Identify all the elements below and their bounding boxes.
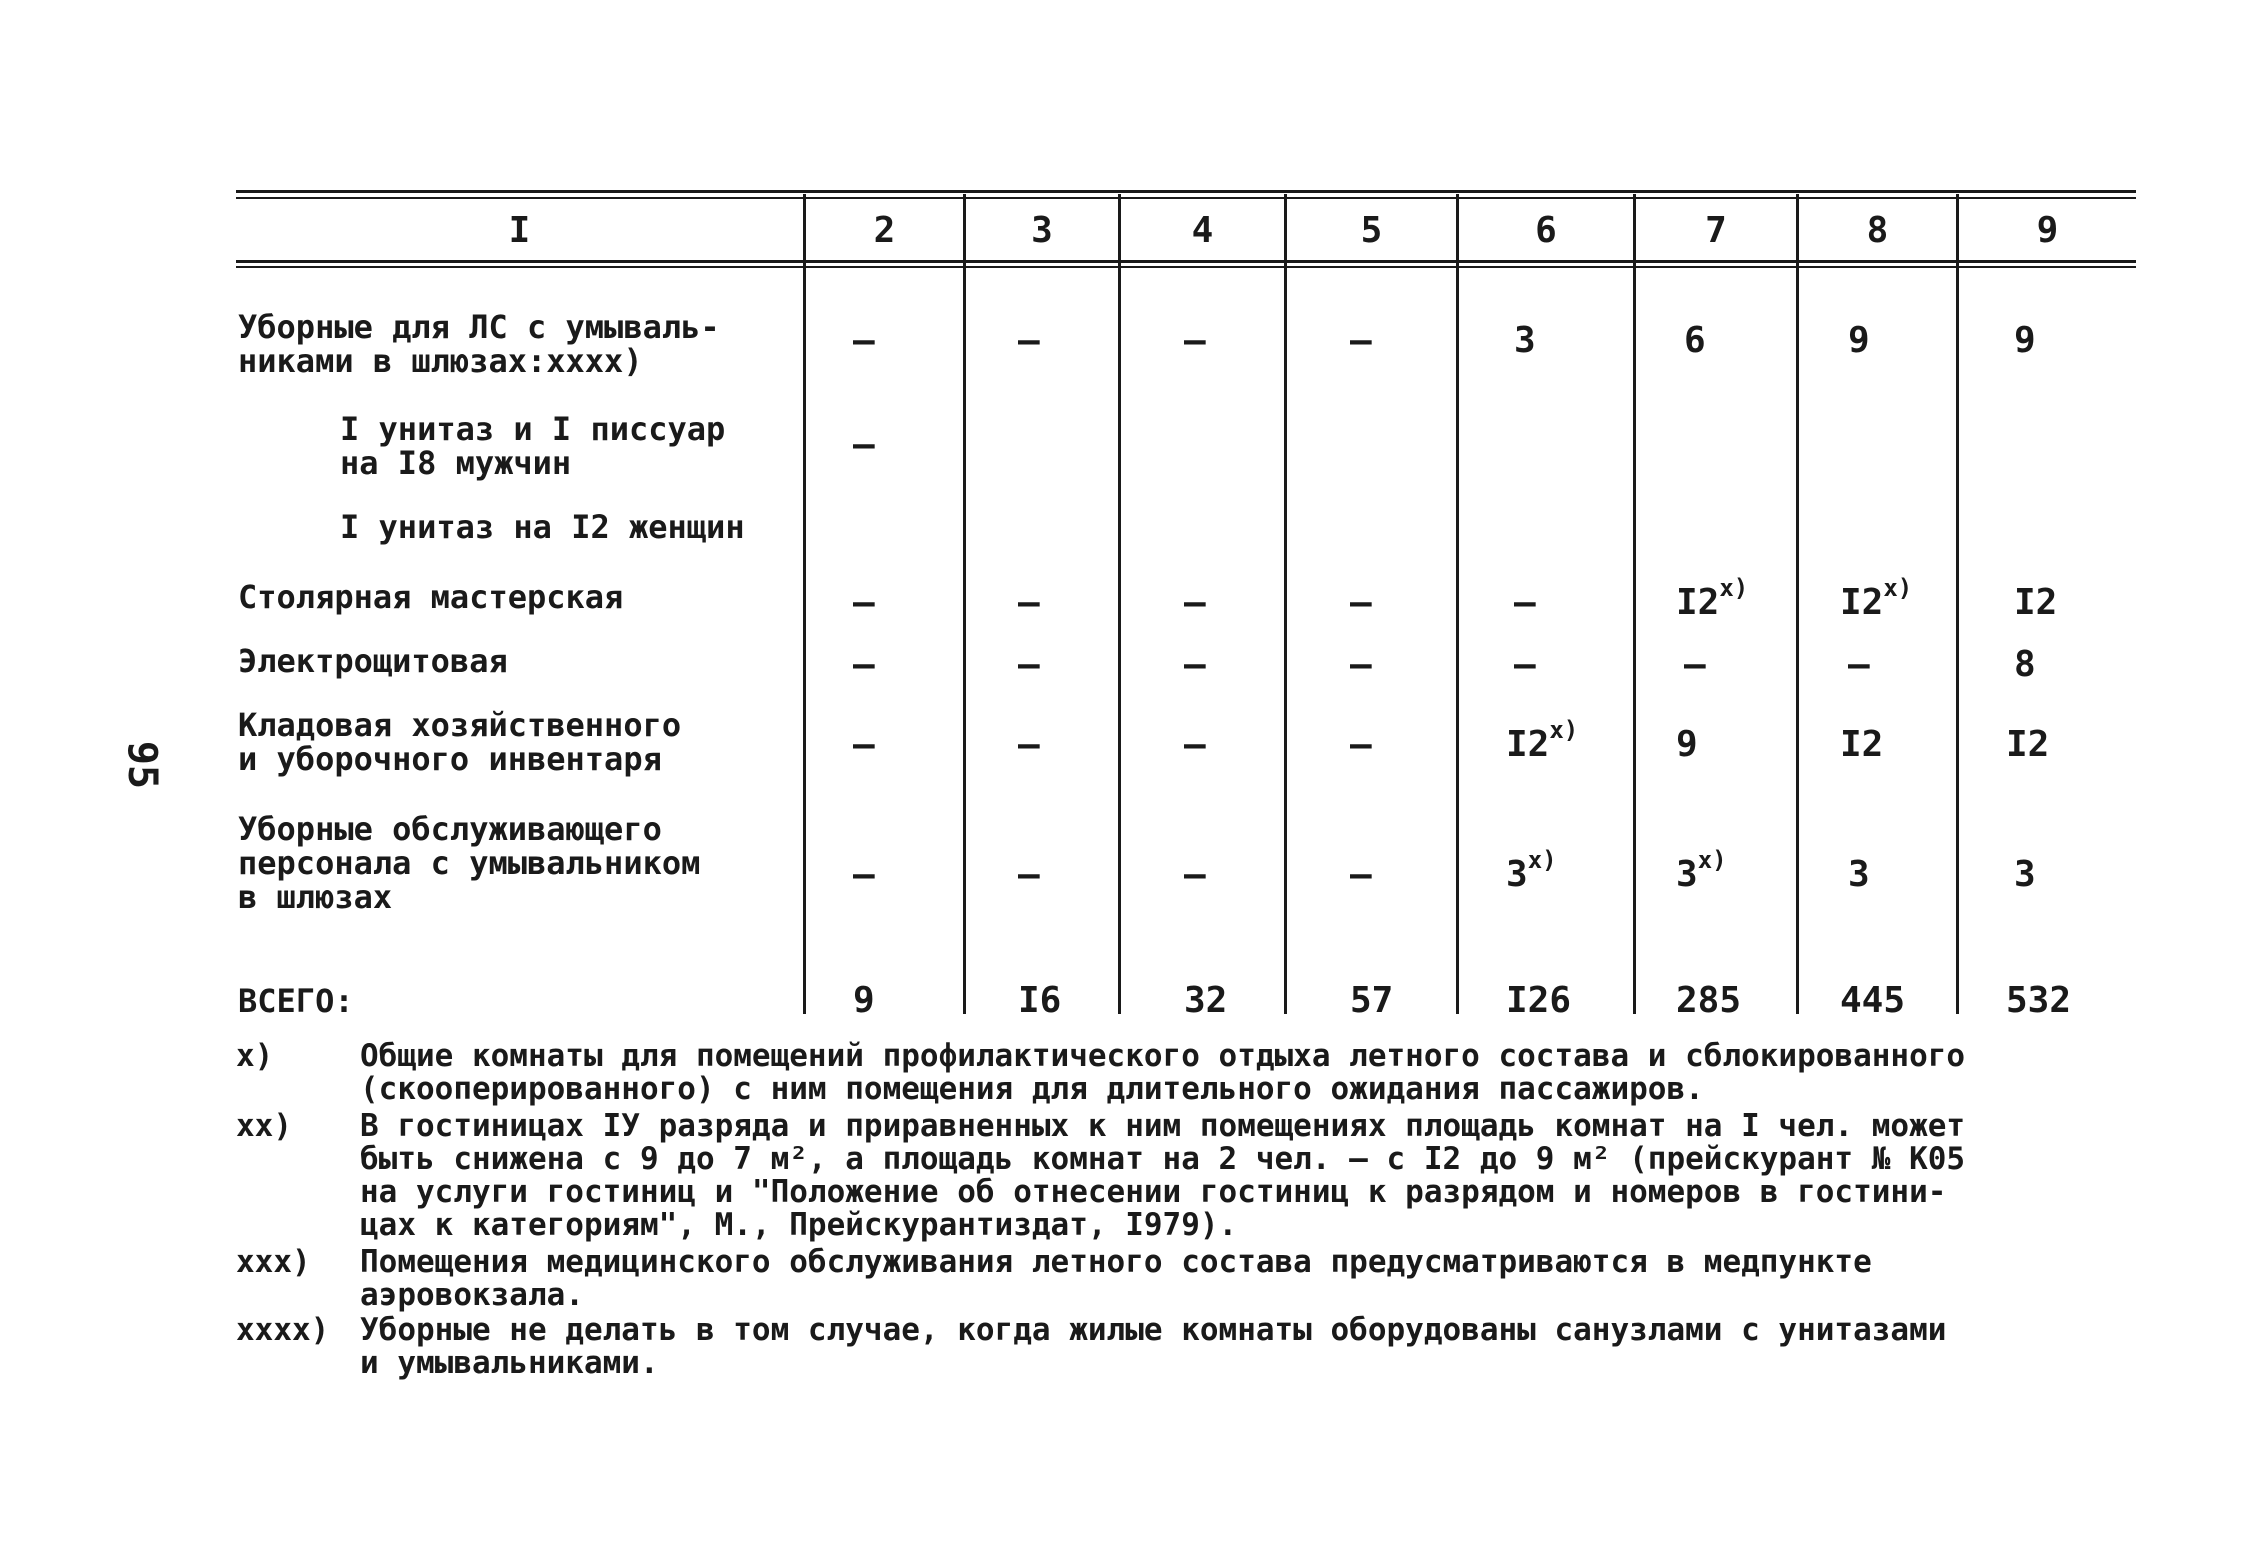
table-cell: –: [1350, 582, 1372, 623]
table-cell: –: [1514, 582, 1536, 623]
table-cell: –: [1514, 644, 1536, 685]
footnote-text: Помещения медицинского обслуживания летного состава предусматриваются в медпункте аэровокзала.: [360, 1244, 1872, 1313]
table-cell: 8: [2014, 644, 2036, 685]
footnote-ref: x): [1549, 716, 1579, 744]
table-cell: –: [1184, 320, 1206, 361]
cell-value: I2: [1840, 582, 1884, 623]
table-cell: –: [853, 724, 875, 765]
column-header-8: 8: [1866, 210, 1889, 251]
column-header-9: 9: [2036, 210, 2059, 251]
row-label-staff-toilets: Уборные для ЛС с умываль- никами в шлюзах:xxxx): [238, 308, 720, 380]
footnote-mark: xx): [236, 1108, 292, 1144]
column-divider: [803, 194, 806, 1014]
table-cell: –: [1184, 644, 1206, 685]
header-bottom-rule: [236, 260, 2136, 263]
table-cell: 3: [2014, 854, 2036, 895]
row-label-men-fixtures: I унитаз и I писсуар на I8 мужчин: [340, 410, 726, 482]
table-cell: –: [853, 644, 875, 685]
column-divider: [1956, 194, 1959, 1014]
footnote-mark: x): [236, 1038, 274, 1074]
total-cell: 9: [853, 980, 875, 1021]
table-cell: –: [853, 582, 875, 623]
footnote-ref: x): [1883, 574, 1913, 602]
row-label-switchboard: Электрощитовая: [238, 642, 508, 680]
table-cell: 3: [1848, 854, 1870, 895]
table-cell: –: [1184, 724, 1206, 765]
table-top-rule: [236, 190, 2136, 193]
column-divider: [1456, 194, 1459, 1014]
footnote-text: В гостиницах IУ разряда и приравненных к ним помещениях площадь комнат на I чел. может быть снижена с 9 до 7 м², а площадь комнат на 2 чел. – с I2 до 9 м² (прейскурант № К05 на услуги гостиниц и "Положение об отнесении гостиниц к разрядом и номеров в гостини- цах к категориям", М., Прейскурантиздат, I979).: [360, 1108, 1966, 1243]
column-divider: [1118, 194, 1121, 1014]
table-cell: [1840, 574, 1913, 628]
column-header-1: I: [508, 210, 531, 251]
table-cell: –: [853, 854, 875, 895]
total-cell: 32: [1184, 980, 1228, 1021]
total-cell: 57: [1350, 980, 1394, 1021]
table-cell: [1676, 574, 1749, 628]
page-number: 95: [119, 740, 166, 790]
row-label-carpentry: Столярная мастерская: [238, 578, 624, 616]
total-cell: 285: [1676, 980, 1742, 1021]
column-divider: [1633, 194, 1636, 1014]
table-cell: [1506, 716, 1579, 770]
table-cell: –: [1018, 724, 1040, 765]
footnote-mark: xxx): [236, 1244, 311, 1280]
table-cell: –: [1184, 582, 1206, 623]
table-cell: –: [1018, 320, 1040, 361]
table-cell: –: [1350, 644, 1372, 685]
column-header-3: 3: [1031, 210, 1053, 251]
table-top-rule-2: [236, 197, 2136, 199]
table-cell: –: [1350, 320, 1372, 361]
footnote-ref: x): [1697, 846, 1727, 874]
table-cell: –: [1848, 644, 1870, 685]
table-cell: 9: [2014, 320, 2036, 361]
table-cell: –: [1018, 644, 1040, 685]
table-cell: I2: [2006, 724, 2050, 765]
table-cell: [1676, 846, 1727, 900]
table-cell: 9: [1848, 320, 1870, 361]
rooms-area-table: [236, 180, 2136, 1030]
total-cell: I6: [1018, 980, 1062, 1021]
row-label-storeroom: Кладовая хозяйственного и уборочного инвентаря: [238, 706, 682, 778]
footnote-text: Уборные не делать в том случае, когда жилые комнаты оборудованы санузлами с унитазами и умывальниками.: [360, 1312, 1947, 1381]
total-cell: I26: [1506, 980, 1572, 1021]
row-label-women-fixtures: I унитаз на I2 женщин: [340, 508, 745, 546]
cell-value: I2: [1676, 582, 1720, 623]
column-header-4: 4: [1191, 210, 1214, 251]
column-header-6: 6: [1535, 210, 1557, 251]
table-cell: [1506, 846, 1557, 900]
table-cell: 3: [1514, 320, 1536, 361]
cell-value: I2: [1506, 724, 1550, 765]
column-divider: [963, 194, 966, 1014]
cell-value: 3: [1506, 854, 1528, 895]
footnote-text: Общие комнаты для помещений профилактического отдыха летного состава и сблокированного (скооперированного) с ним помещения для длительного ожидания пассажиров.: [360, 1038, 1966, 1107]
footnote-ref: x): [1527, 846, 1557, 874]
total-cell: 532: [2006, 980, 2072, 1021]
table-cell: –: [1018, 582, 1040, 623]
column-header-2: 2: [873, 210, 896, 251]
table-cell: –: [853, 320, 875, 361]
row-label-service-toilets: Уборные обслуживающего персонала с умывальником в шлюзах: [238, 810, 701, 916]
table-cell: 9: [1676, 724, 1698, 765]
column-header-5: 5: [1360, 210, 1383, 251]
column-divider: [1284, 194, 1287, 1014]
table-cell: –: [1350, 854, 1372, 895]
table-cell: –: [1018, 854, 1040, 895]
column-divider: [1796, 194, 1799, 1014]
footnote-mark: xxxx): [236, 1312, 330, 1348]
table-cell: –: [1184, 854, 1206, 895]
row-label-total: ВСЕГО:: [238, 982, 354, 1020]
total-cell: 445: [1840, 980, 1906, 1021]
table-cell: –: [853, 424, 875, 465]
table-cell: I2: [2014, 582, 2058, 623]
cell-value: 3: [1676, 854, 1698, 895]
table-cell: 6: [1684, 320, 1706, 361]
table-cell: –: [1684, 644, 1706, 685]
footnote-ref: x): [1719, 574, 1749, 602]
table-cell: I2: [1840, 724, 1884, 765]
column-header-7: 7: [1705, 210, 1727, 251]
header-bottom-rule-2: [236, 266, 2136, 268]
table-cell: –: [1350, 724, 1372, 765]
